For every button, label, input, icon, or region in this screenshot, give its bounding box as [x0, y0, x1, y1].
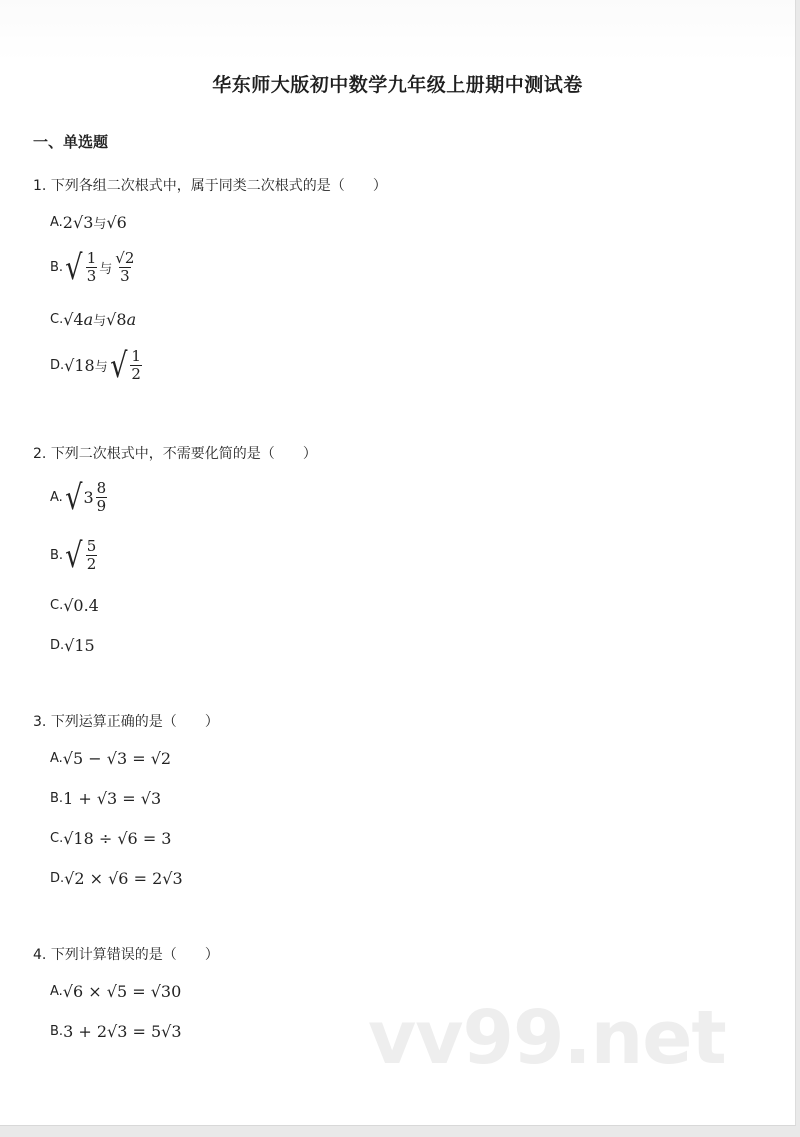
option-math — [63, 247, 137, 288]
radical-sign: √ — [65, 535, 83, 576]
option-math — [64, 345, 144, 386]
radical-sign: √ — [106, 213, 117, 232]
math-token: 3 — [83, 488, 94, 507]
option-label: A. — [50, 490, 63, 505]
option-math: √0.4 — [63, 596, 99, 615]
q4-option-a — [50, 982, 181, 1001]
math-token: 6 — [116, 213, 127, 232]
q3-option-a — [50, 749, 171, 768]
option-label: B. — [50, 260, 64, 275]
radical-sign: √ — [63, 310, 74, 329]
option-label: C. — [50, 312, 64, 327]
numerator: √2 — [115, 249, 135, 267]
math-token: 与 — [94, 360, 108, 375]
q1-option-c — [50, 310, 136, 329]
q1-option-a — [50, 213, 127, 232]
option-math: √5 − √3 = √2 — [62, 749, 172, 768]
numerator: 1 — [86, 249, 97, 267]
option-label: A. — [50, 984, 63, 999]
radical-sign: √ — [106, 310, 117, 329]
option-math — [63, 213, 127, 232]
option-math: √15 — [64, 636, 95, 655]
watermark: vv99.net — [368, 995, 726, 1081]
option-label: C. — [50, 598, 64, 613]
question-close-paren: ） — [372, 178, 387, 194]
denominator: 2 — [86, 555, 97, 573]
numerator: 1 — [131, 347, 141, 365]
radical-sign: √ — [65, 247, 83, 288]
option-label: A. — [50, 215, 63, 230]
option-label: B. — [50, 791, 64, 806]
question-1-stem — [33, 175, 387, 195]
option-label: D. — [50, 358, 65, 373]
q3-option-c — [50, 829, 171, 848]
question-text: 下列各组二次根式中，属于同类二次根式的是（ — [50, 178, 345, 194]
math-token: 2 — [62, 213, 73, 232]
denominator: 9 — [96, 497, 107, 515]
denominator: 3 — [120, 267, 130, 285]
radical-sign: √ — [72, 213, 84, 232]
math-token: 与 — [93, 217, 107, 232]
option-label: B. — [50, 1024, 64, 1039]
q2-option-a — [50, 477, 109, 518]
question-text: 下列运算正确的是（ — [50, 714, 177, 730]
denominator: 2 — [131, 365, 141, 383]
q4-option-b — [50, 1022, 182, 1041]
option-label: D. — [50, 638, 65, 653]
radical-sign: √ — [109, 345, 128, 386]
question-close-paren: ） — [204, 947, 219, 963]
math-token: √18 — [64, 356, 95, 375]
question-number: 4. — [33, 947, 47, 963]
math-token: 与 — [99, 262, 113, 277]
section-heading: 一、单选题 — [33, 133, 109, 151]
denominator: 3 — [86, 267, 97, 285]
question-text: 下列二次根式中，不需要化简的是（ — [50, 446, 275, 462]
question-2-stem — [33, 443, 317, 463]
option-math: √6 × √5 = √30 — [62, 982, 182, 1001]
q1-option-b — [50, 247, 137, 288]
question-3-stem — [33, 711, 219, 731]
fraction — [86, 250, 98, 285]
q3-option-d — [50, 869, 183, 888]
option-math — [63, 310, 136, 329]
math-variable: a — [126, 310, 137, 329]
option-math: √2 × √6 = 2√3 — [64, 869, 183, 888]
option-math: 3 + 2√3 = 5√3 — [63, 1022, 182, 1041]
q2-option-c — [50, 596, 99, 615]
q2-option-b — [50, 535, 99, 576]
option-math: √18 ÷ √6 = 3 — [63, 829, 172, 848]
fraction — [130, 348, 142, 383]
q2-option-d — [50, 636, 95, 655]
numerator: 5 — [86, 537, 97, 555]
fraction — [86, 538, 98, 573]
option-math — [63, 477, 109, 518]
math-token: 8 — [116, 310, 127, 329]
question-text: 下列计算错误的是（ — [50, 947, 177, 963]
option-label: A. — [50, 751, 63, 766]
math-token: 与 — [93, 314, 107, 329]
fraction — [114, 250, 135, 285]
fraction — [96, 480, 108, 515]
q3-option-b — [50, 789, 161, 808]
math-token: 3 — [83, 213, 94, 232]
question-number: 1. — [33, 178, 47, 194]
option-label: D. — [50, 871, 65, 886]
option-label: B. — [50, 548, 64, 563]
radical-sign: √ — [64, 477, 83, 518]
question-number: 3. — [33, 714, 47, 730]
question-4-stem — [33, 944, 219, 964]
page-top-band — [0, 0, 795, 62]
numerator: 8 — [96, 479, 107, 497]
question-number: 2. — [33, 446, 47, 462]
question-close-paren: ） — [204, 714, 219, 730]
question-close-paren: ） — [302, 446, 317, 462]
option-math: 1 + √3 = √3 — [63, 789, 162, 808]
option-label: C. — [50, 831, 64, 846]
page-title: 华东师大版初中数学九年级上册期中测试卷 — [212, 74, 583, 96]
math-token: 4 — [73, 310, 84, 329]
q1-option-d — [50, 345, 144, 386]
math-variable: a — [83, 310, 94, 329]
option-math — [63, 535, 99, 576]
